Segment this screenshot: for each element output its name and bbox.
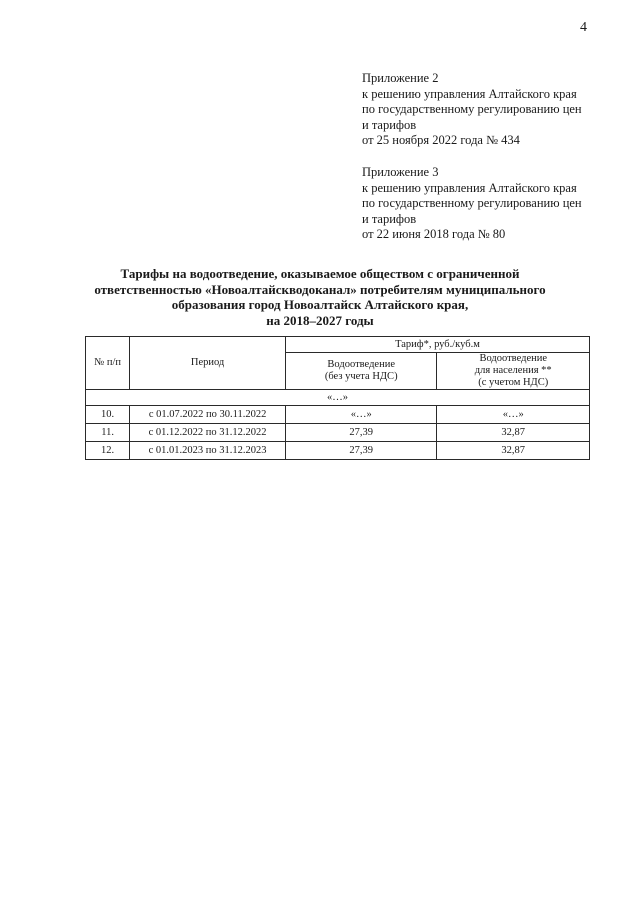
appendix-2-line: от 25 ноября 2022 года № 434 bbox=[362, 133, 520, 147]
appendix-3-line: по государственному регулированию цен bbox=[362, 196, 582, 210]
appendix-2-header bbox=[362, 71, 582, 149]
header-period: Период bbox=[130, 337, 286, 390]
table-row bbox=[86, 406, 590, 424]
header-tariff: Тариф*, руб./куб.м bbox=[285, 337, 589, 353]
appendix-2-line: по государственному регулированию цен bbox=[362, 102, 582, 116]
title-line: образования город Новоалтайск Алтайского края, bbox=[171, 297, 469, 312]
appendix-2-line: и тарифов bbox=[362, 117, 417, 132]
row-period: с 01.01.2023 по 31.12.2023 bbox=[130, 442, 286, 460]
row-period: с 01.12.2022 по 31.12.2022 bbox=[130, 424, 286, 442]
appendix-3-line: и тарифов bbox=[362, 211, 417, 226]
row-tariff-population: 32,87 bbox=[437, 442, 590, 460]
header-wastewater-population: Водоотведение для населения ** (с учетом НДС) bbox=[437, 353, 590, 390]
row-tariff-population: «…» bbox=[437, 406, 590, 424]
title-line: Тарифы на водоотведение, оказываемое обществом с ограниченной bbox=[120, 266, 520, 281]
appendix-3-line: Приложение 3 bbox=[362, 165, 439, 179]
row-num: 11. bbox=[86, 424, 130, 442]
tariff-table bbox=[85, 336, 590, 460]
title-line: на 2018–2027 годы bbox=[266, 312, 374, 328]
row-tariff-no-vat: «…» bbox=[285, 406, 437, 424]
title-line: ответственностью «Новоалтайскводоканал» потребителям муниципального bbox=[94, 281, 546, 297]
row-tariff-no-vat: 27,39 bbox=[285, 442, 437, 460]
ellipsis-row: «…» bbox=[86, 390, 590, 406]
row-tariff-no-vat: 27,39 bbox=[285, 424, 437, 442]
appendix-2-line: Приложение 2 bbox=[362, 71, 439, 85]
row-period: с 01.07.2022 по 30.11.2022 bbox=[130, 406, 286, 424]
row-num: 12. bbox=[86, 442, 130, 460]
page-number: 4 bbox=[580, 20, 587, 35]
appendix-3-header bbox=[362, 165, 582, 243]
table-row bbox=[86, 442, 590, 460]
appendix-3-line: от 22 июня 2018 года № 80 bbox=[362, 227, 506, 241]
row-num: 10. bbox=[86, 406, 130, 424]
header-num: № п/п bbox=[86, 337, 130, 390]
header-wastewater: Водоотведение (без учета НДС) bbox=[285, 353, 437, 390]
row-tariff-population: 32,87 bbox=[437, 424, 590, 442]
appendix-2-line: к решению управления Алтайского края bbox=[362, 86, 577, 101]
table-row bbox=[86, 424, 590, 442]
document-title bbox=[60, 266, 580, 328]
appendix-3-line: к решению управления Алтайского края bbox=[362, 180, 577, 195]
